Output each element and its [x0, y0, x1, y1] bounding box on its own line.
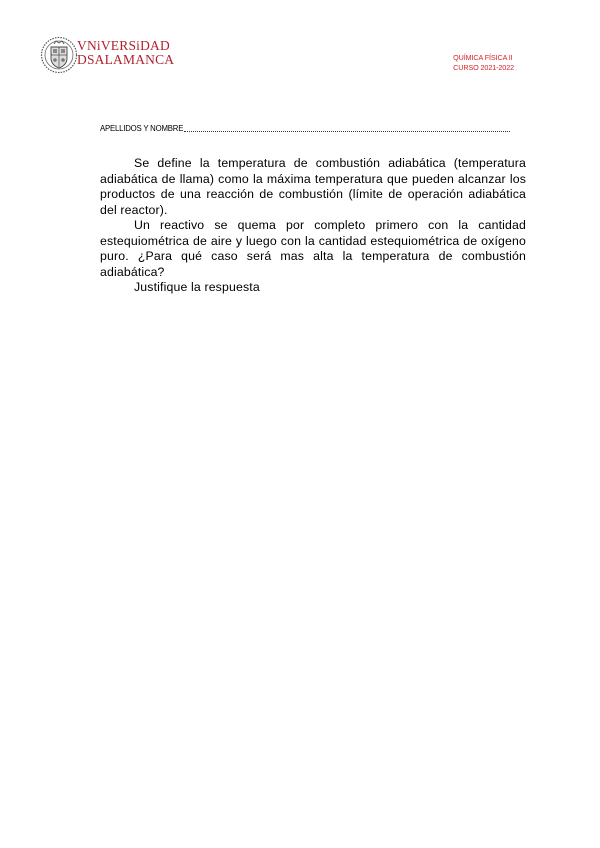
page-header — [0, 0, 600, 90]
question-body — [100, 156, 526, 296]
question-paragraph-instruction: Justifique la respuesta — [134, 280, 260, 294]
course-subject: QUÍMICA FÍSICA II — [453, 53, 513, 62]
question-paragraph-definition: Se define la temperatura de combustión adiabática (temperatura adiabática de llama) como la máxima temperatura que pueden alcanzar los productos de una reacción de combustión (límite de operación adiabática del reactor). — [100, 156, 526, 217]
university-seal-icon — [40, 36, 78, 74]
question-paragraph-problem: Un reactivo se quema por completo primero con la cantidad estequiométrica de aire y luego con la cantidad estequiométrica de oxígeno puro. ¿Para qué caso será mas alta la temperatura de combustión adiabática? — [100, 218, 526, 279]
university-name — [77, 39, 174, 67]
university-name-line2: DSALAMANCA — [77, 52, 175, 67]
course-info — [453, 53, 514, 72]
university-name-line1: VNiVERSiDAD — [77, 38, 170, 53]
course-year: CURSO 2021-2022 — [453, 62, 514, 72]
student-name-line — [100, 121, 510, 133]
university-logo — [40, 36, 180, 74]
student-name-label: APELLIDOS Y NOMBRE — [100, 124, 184, 133]
student-name-blank — [184, 123, 510, 132]
